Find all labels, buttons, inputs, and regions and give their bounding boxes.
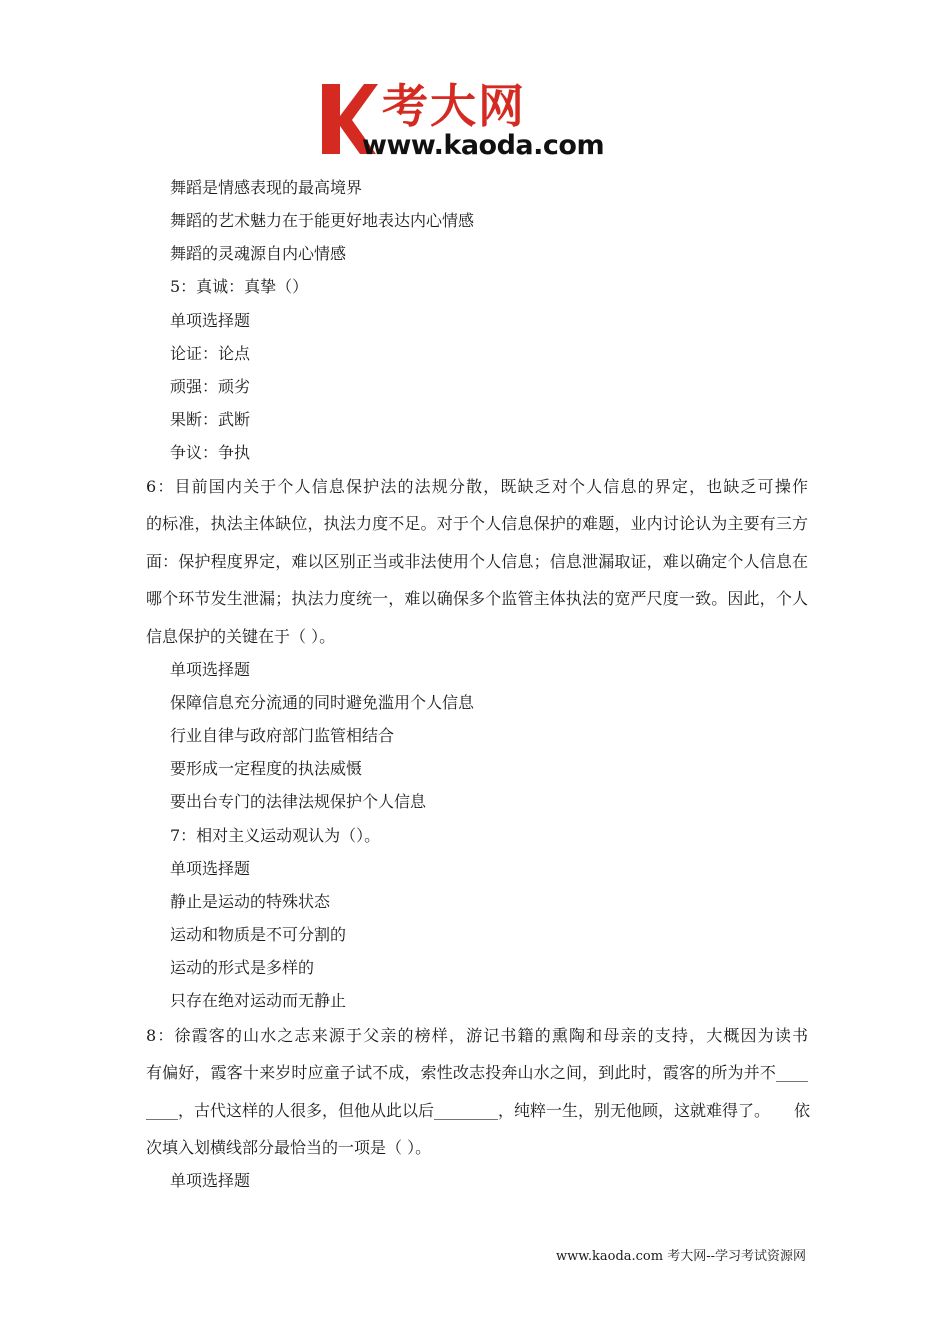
q6-type: 单项选择题	[170, 660, 251, 679]
page-footer: www.kaoda.com 考大网--学习考试资源网	[556, 1249, 806, 1264]
q6-stem-line: 哪个环节发生泄漏；执法力度统一，难以确保多个监管主体执法的宽严尺度一致。因此，个人	[146, 589, 808, 609]
q5-option-1: 论证：论点	[170, 344, 251, 363]
q7-option-4: 只存在绝对运动而无静止	[170, 991, 347, 1010]
q6-stem	[146, 468, 808, 655]
q5-stem: 5：真诚：真挚（）	[170, 277, 309, 296]
q4-option-2: 舞蹈是情感表现的最高境界	[170, 178, 363, 197]
logo-url: www.kaoda.com	[362, 130, 605, 161]
q5-option-2: 顽强：顽劣	[170, 377, 251, 396]
q7-type: 单项选择题	[170, 859, 251, 878]
q6-stem-line: 的标准，执法主体缺位，执法力度不足。对于个人信息保护的难题，业内讨论认为主要有三方	[146, 514, 808, 534]
q8-stem-line: 8：徐霞客的山水之志来源于父亲的榜样，游记书籍的熏陶和母亲的支持，大概因为读书	[146, 1026, 808, 1045]
q6-stem-line: 信息保护的关键在于（ ）。	[146, 626, 336, 646]
q7-option-3: 运动的形式是多样的	[170, 958, 315, 977]
q7-option-2: 运动和物质是不可分割的	[170, 925, 347, 944]
kaoda-logo	[318, 80, 638, 162]
q6-option-1: 保障信息充分流通的同时避免滥用个人信息	[170, 693, 475, 712]
q5-type: 单项选择题	[170, 311, 251, 330]
q6-stem-line: 面：保护程度界定，难以区别正当或非法使用个人信息；信息泄漏取证，难以确定个人信息在	[146, 551, 808, 571]
q6-stem-line: 6：目前国内关于个人信息保护法的法规分散，既缺乏对个人信息的界定，也缺乏可操作	[146, 477, 808, 496]
q4-option-3: 舞蹈的艺术魅力在于能更好地表达内心情感	[170, 211, 475, 230]
q8-stem-line: 有偏好，霞客十来岁时应童子试不成，索性改志投奔山水之间，到此时，霞客的所为并不____	[146, 1063, 808, 1083]
logo-name: 考大网	[382, 79, 526, 133]
q8-stem-line: ____，古代这样的人很多，但他从此以后________，纯粹一生，别无他顾，这就难得了。 依	[146, 1100, 811, 1120]
q8-stem-line: 次填入划横线部分最恰当的一项是（ ）。	[146, 1138, 432, 1158]
q6-option-3: 要形成一定程度的执法威慑	[170, 759, 363, 778]
q7-option-1: 静止是运动的特殊状态	[170, 892, 331, 911]
q5-option-3: 果断：武断	[170, 410, 251, 429]
q4-option-4: 舞蹈的灵魂源自内心情感	[170, 244, 347, 263]
q7-stem: 7：相对主义运动观认为（）。	[170, 826, 381, 845]
q5-option-4: 争议：争执	[170, 443, 251, 462]
q6-option-4: 要出台专门的法律法规保护个人信息	[170, 792, 427, 811]
q6-option-2: 行业自律与政府部门监管相结合	[170, 726, 395, 745]
q8-stem	[146, 1017, 811, 1167]
q8-type: 单项选择题	[170, 1171, 251, 1190]
